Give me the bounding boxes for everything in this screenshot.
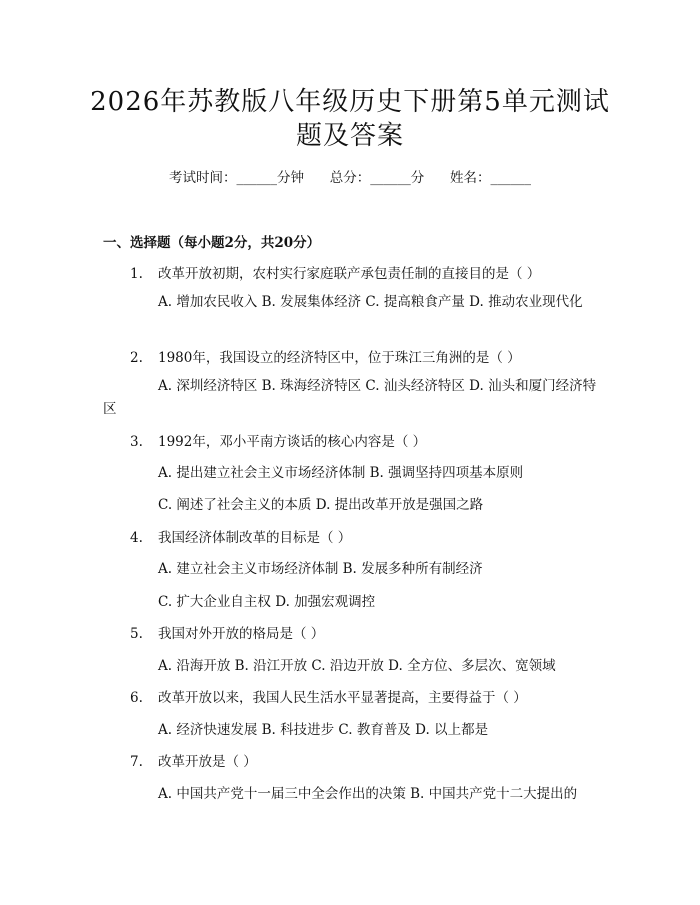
question-text: 1992年，邓小平南方谈话的核心内容是（ ） (158, 434, 427, 450)
question-text: 1980年，我国设立的经济特区中，位于珠江三角洲的是（ ） (158, 350, 521, 366)
question-number: 6. (130, 690, 143, 706)
question-4-options-row-2: C. 扩大企业自主权 D. 加强宏观调控 (158, 594, 376, 610)
question-number: 1. (130, 266, 143, 282)
question-5-options: A. 沿海开放 B. 沿江开放 C. 沿边开放 D. 全方位、多层次、宽领域 (158, 658, 556, 674)
question-text: 我国对外开放的格局是（ ） (158, 626, 325, 642)
exam-meta: 考试时间：______分钟 总分：______分 姓名：______ (169, 170, 531, 186)
question-number: 3. (130, 434, 143, 450)
question-7-options: A. 中国共产党十一届三中全会作出的决策 B. 中国共产党十二大提出的 (158, 786, 578, 802)
question-4 (130, 526, 351, 546)
question-2-options: A. 深圳经济特区 B. 珠海经济特区 C. 汕头经济特区 D. 汕头和厦门经济特区 (103, 378, 597, 417)
exam-title-line-2: 题及答案 (295, 121, 404, 151)
question-3 (130, 430, 426, 450)
question-text: 改革开放以来，我国人民生活水平显著提高，主要得益于（ ） (158, 690, 527, 706)
question-text: 改革开放是（ ） (158, 754, 257, 770)
question-1-options: A. 增加农民收入 B. 发展集体经济 C. 提高粮食产量 D. 推动农业现代化 (158, 294, 583, 310)
question-text: 改革开放初期，农村实行家庭联产承包责任制的直接目的是（ ） (158, 266, 541, 282)
question-text: 我国经济体制改革的目标是（ ） (158, 530, 352, 546)
question-3-options-row-2: C. 阐述了社会主义的本质 D. 提出改革开放是强国之路 (158, 497, 484, 513)
question-6 (130, 686, 527, 706)
question-7 (130, 750, 257, 770)
question-6-options: A. 经济快速发展 B. 科技进步 C. 教育普及 D. 以上都是 (158, 722, 489, 738)
question-4-options-row-1: A. 建立社会主义市场经济体制 B. 发展多种所有制经济 (158, 561, 483, 577)
question-1 (130, 262, 540, 282)
question-number: 5. (130, 626, 143, 642)
section-heading: 一、选择题（每小题2分，共20分） (103, 235, 321, 251)
question-2 (130, 346, 521, 366)
question-number: 2. (130, 350, 143, 366)
question-number: 7. (130, 754, 143, 770)
question-5 (130, 622, 324, 642)
question-number: 4. (130, 530, 143, 546)
question-3-options-row-1: A. 提出建立社会主义市场经济体制 B. 强调坚持四项基本原则 (158, 465, 524, 481)
exam-title-line-1: 2026年苏教版八年级历史下册第5单元测试 (90, 87, 610, 117)
